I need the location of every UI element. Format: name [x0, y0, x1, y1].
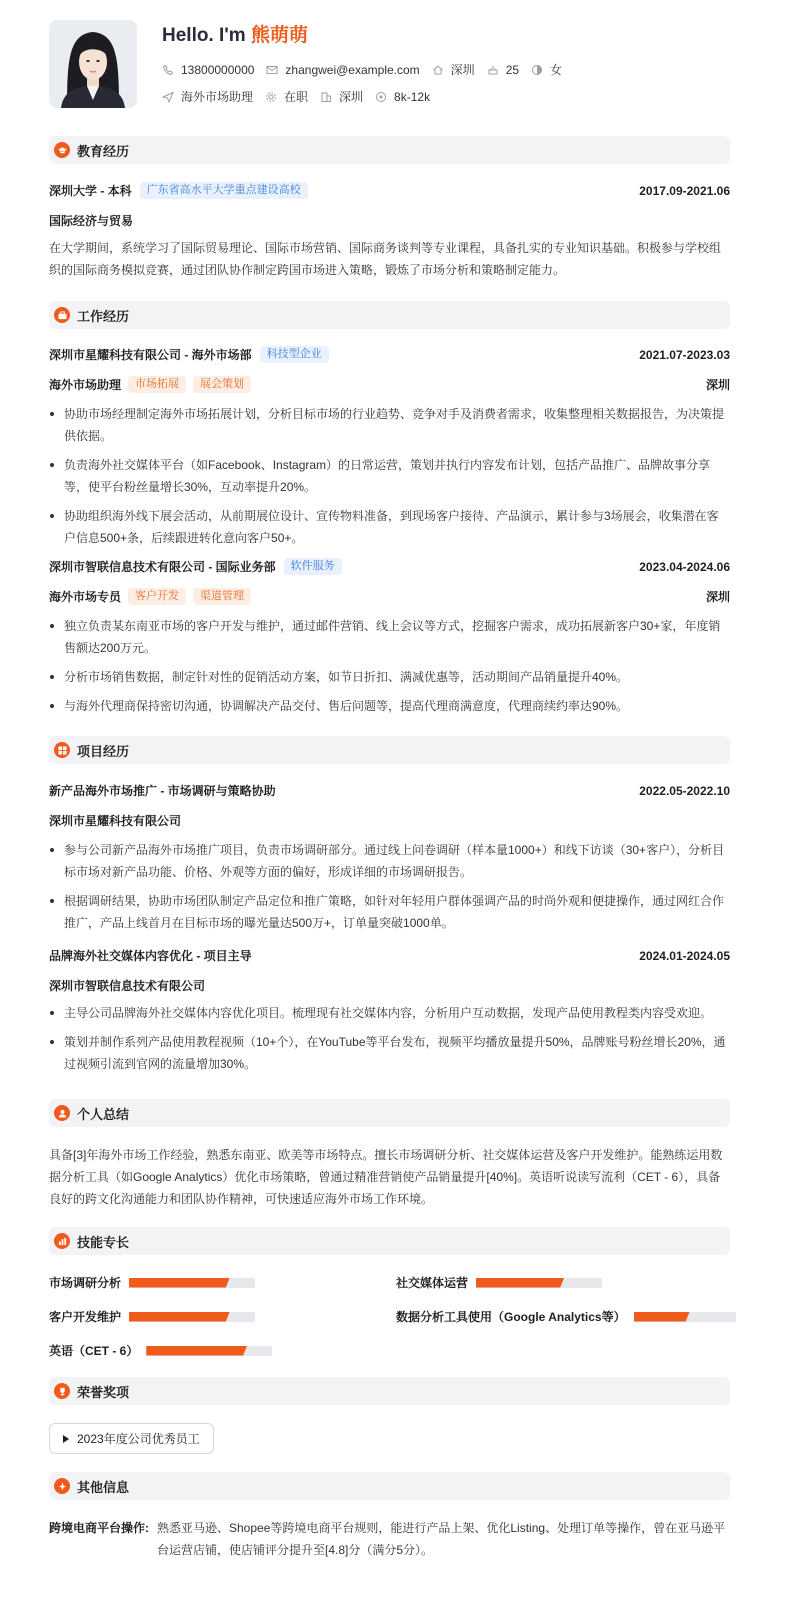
- skill-level-bar: [129, 1278, 255, 1288]
- age-text: 25: [505, 62, 520, 77]
- list-item: 独立负责某东南亚市场的客户开发与维护，通过邮件营销、线上会议等方式，挖掘客户需求，成功拓展新客户30+家，年度销售额达200万元。: [49, 615, 730, 659]
- project-company-line: [49, 977, 730, 994]
- job-role: 海外市场专员: [49, 590, 122, 604]
- section-title: 项目经历: [77, 743, 130, 759]
- email-item: [266, 63, 419, 77]
- phone-item: [162, 63, 254, 77]
- job-company-line: [49, 558, 730, 575]
- graduation-cap-icon: [54, 142, 70, 158]
- skill-level-fill: [129, 1312, 230, 1322]
- list-item: 负责海外社交媒体平台（如Facebook、Instagram）的日常运营，策划并执行内容发布计划，包括产品推广、品牌故事分享等，使平台粉丝量增长30%，互动率提升20%。: [49, 454, 730, 498]
- education-description: 在大学期间，系统学习了国际贸易理论、国际市场营销、国际商务谈判等专业课程，具备扎实的专业知识基础。积极参与学校组织的国际商务模拟竞赛，通过团队协作制定跨国市场进入策略，锻炼了市场分析和策略制定能力。: [49, 241, 722, 277]
- list-item: 协助组织海外线下展会活动，从前期展位设计、宣传物料准备，到现场客户接待、产品演示，累计参与3场展会，收集潜在客户信息500+条，后续跟进转化意向客户50+。: [49, 505, 730, 549]
- summary-text: 具备[3]年海外市场工作经验，熟悉东南亚、欧美等市场特点。擅长市场调研分析、社交媒体运营及客户开发维护。能熟练运用数据分析工具（如Google Analytics）优化市场策略，曾通过精准营销使产品销量提升[40%]。英语听说读写流利（CET - 6），具备良好的跨文化沟通能力和团队协作精神，可快速适应海外市场工作环境。: [49, 1148, 723, 1206]
- project-title-line: [49, 782, 730, 799]
- list-item: 协助市场经理制定海外市场拓展计划，分析目标市场的行业趋势、竞争对手及消费者需求，收集整理相关数据报告，为决策提供依据。: [49, 403, 730, 447]
- project-name: 品牌海外社交媒体内容优化 - 项目主导: [49, 949, 252, 963]
- avatar-portrait-icon: [49, 20, 137, 108]
- skill-name: 数据分析工具使用（Google Analytics等）: [396, 1310, 626, 1324]
- position-item: [162, 88, 253, 105]
- job-period: 2021.07-2023.03: [639, 347, 730, 362]
- job-city: 深圳: [705, 378, 730, 392]
- section-title: 工作经历: [77, 308, 130, 324]
- age-item: [487, 63, 519, 77]
- job-company-line: [49, 346, 730, 363]
- email-text: zhangwei@example.com: [285, 62, 420, 77]
- section-title: 荣誉奖项: [77, 1384, 130, 1400]
- section-header-skills: [49, 1227, 730, 1255]
- send-icon: [162, 91, 174, 103]
- skill-name: 英语（CET - 6）: [49, 1344, 139, 1358]
- skill-tag: 客户开发: [128, 588, 186, 605]
- section-title: 教育经历: [77, 143, 130, 159]
- job-role: 海外市场助理: [49, 378, 122, 392]
- greeting-text: Hello. I'm: [162, 25, 251, 46]
- list-item: 与海外代理商保持密切沟通，协调解决产品交付、售后问题等，提高代理商满意度，代理商续约率达90%。: [49, 695, 730, 717]
- project-company: 深圳市智联信息技术有限公司: [49, 979, 206, 993]
- skill-level-bar: [634, 1312, 736, 1322]
- other-info-item: [49, 1517, 730, 1561]
- list-item: 参与公司新产品海外市场推广项目，负责市场调研部分。通过线上问卷调研（样本量1000+）和线下访谈（30+客户），分析目标市场对新产品功能、价格、外观等方面的偏好，形成详细的市场调研报告。: [49, 839, 730, 883]
- gender-item: [531, 61, 562, 78]
- section-title: 技能专长: [77, 1234, 130, 1250]
- education-school-line: [49, 182, 730, 199]
- project-period: 2022.05-2022.10: [639, 783, 730, 798]
- skill-level-fill: [146, 1346, 247, 1356]
- skill-level-bar: [476, 1278, 602, 1288]
- school-tag: 广东省高水平大学重点建设高校: [140, 182, 308, 199]
- section-header-other: [49, 1472, 730, 1500]
- compass-icon: [54, 1478, 70, 1494]
- project-bullets: [49, 1002, 730, 1082]
- company-tag: 软件服务: [284, 558, 342, 575]
- section-header-projects: [49, 736, 730, 764]
- contact-info-row: [162, 61, 574, 78]
- job-role-line: [49, 376, 730, 393]
- project-company: 深圳市星耀科技有限公司: [49, 814, 182, 828]
- job-info-row: [162, 88, 442, 105]
- status-text: 在职: [284, 90, 309, 104]
- salary-text: 8k-12k: [394, 89, 431, 104]
- education-major-line: [49, 212, 730, 229]
- skill-name: 社交媒体运营: [396, 1276, 469, 1290]
- location-item: [432, 61, 475, 78]
- list-item: 根据调研结果，协助市场团队制定产品定位和推广策略，如针对年轻用户群体强调产品的时尚外观和便捷操作，通过网红合作推广，产品上线首月在目标市场的曝光量达500万+，订单量突破1000单。: [49, 890, 730, 934]
- skill-tag: 渠道管理: [193, 588, 251, 605]
- mail-icon: [266, 64, 278, 76]
- gender-text: 女: [550, 63, 563, 77]
- coin-icon: [375, 91, 387, 103]
- salary-item: [375, 90, 430, 104]
- skill-item: [49, 1274, 255, 1291]
- skill-level-bar: [146, 1346, 272, 1356]
- skill-tag: 展会策划: [193, 376, 251, 393]
- gender-icon: [531, 64, 543, 76]
- list-item: 策划并制作系列产品使用教程视频（10+个），在YouTube等平台发布，视频平均播放量提升50%，品牌账号粉丝增长20%，通过视频引流到官网的流量增加30%。: [49, 1031, 730, 1075]
- section-header-summary: [49, 1099, 730, 1127]
- skill-item: [396, 1308, 736, 1325]
- skill-name: 客户开发维护: [49, 1310, 122, 1324]
- section-header-education: [49, 136, 730, 164]
- project-title-line: [49, 947, 730, 964]
- candidate-name: 熊萌萌: [250, 25, 308, 46]
- skill-level-bar: [129, 1312, 255, 1322]
- project-period: 2024.01-2024.05: [639, 948, 730, 963]
- section-header-work: [49, 301, 730, 329]
- skill-level-fill: [476, 1278, 564, 1288]
- other-info-text: 熟悉亚马逊、Shopee等跨境电商平台规则，能进行产品上架、优化Listing、处理订单等操作，曾在亚马逊平台运营店铺，使店铺评分提升至[4.8]分（满分5分）。: [157, 1521, 726, 1557]
- skill-level-fill: [129, 1278, 230, 1288]
- skill-item: [396, 1274, 602, 1291]
- project-name: 新产品海外市场推广 - 市场调研与策略协助: [49, 784, 276, 798]
- avatar: [49, 20, 137, 108]
- project-bullets: [49, 839, 730, 941]
- skill-tag: 市场拓展: [128, 376, 186, 393]
- job-bullets: [49, 615, 730, 724]
- list-item: 分析市场销售数据，制定针对性的促销活动方案，如节日折扣、满减优惠等，活动期间产品销量提升40%。: [49, 666, 730, 688]
- play-triangle-icon: [63, 1435, 69, 1443]
- section-header-awards: [49, 1377, 730, 1405]
- company-name: 深圳市智联信息技术有限公司 - 国际业务部: [49, 560, 276, 574]
- job-period: 2023.04-2024.06: [639, 559, 730, 574]
- skill-name: 市场调研分析: [49, 1276, 122, 1290]
- trophy-icon: [54, 1383, 70, 1399]
- home-icon: [432, 64, 444, 76]
- phone-icon: [162, 64, 174, 76]
- section-title: 其他信息: [77, 1479, 130, 1495]
- cake-icon: [487, 64, 499, 76]
- company-tag: 科技型企业: [260, 346, 329, 363]
- project-company-line: [49, 812, 730, 829]
- grid-icon: [54, 742, 70, 758]
- job-role-line: [49, 588, 730, 605]
- company-name: 深圳市星耀科技有限公司 - 海外市场部: [49, 348, 252, 362]
- location-text: 深圳: [450, 63, 475, 77]
- skill-item: [49, 1342, 272, 1359]
- education-period: 2017.09-2021.06: [639, 183, 730, 198]
- award-item: [49, 1423, 214, 1454]
- phone-text: 13800000000: [181, 62, 255, 77]
- section-title: 个人总结: [77, 1106, 130, 1122]
- job-bullets: [49, 403, 730, 556]
- job-city: 深圳: [705, 590, 730, 604]
- list-item: 主导公司品牌海外社交媒体内容优化项目。梳理现有社交媒体内容，分析用户互动数据，发现产品使用教程类内容受欢迎。: [49, 1002, 730, 1024]
- school-name: 深圳大学 - 本科: [49, 184, 132, 198]
- major-name: 国际经济与贸易: [49, 214, 134, 228]
- skill-item: [49, 1308, 255, 1325]
- bar-chart-icon: [54, 1233, 70, 1249]
- user-icon: [54, 1105, 70, 1121]
- skill-level-fill: [634, 1312, 690, 1322]
- building-icon: [320, 91, 332, 103]
- briefcase-icon: [54, 307, 70, 323]
- gear-icon: [265, 91, 277, 103]
- expected-city-item: [320, 88, 363, 105]
- status-item: [265, 88, 308, 105]
- expected-city-text: 深圳: [339, 90, 364, 104]
- other-info-label: 跨境电商平台操作:: [49, 1521, 149, 1535]
- award-text: 2023年度公司优秀员工: [77, 1432, 200, 1446]
- greeting-heading: [162, 20, 308, 47]
- position-text: 海外市场助理: [181, 90, 254, 104]
